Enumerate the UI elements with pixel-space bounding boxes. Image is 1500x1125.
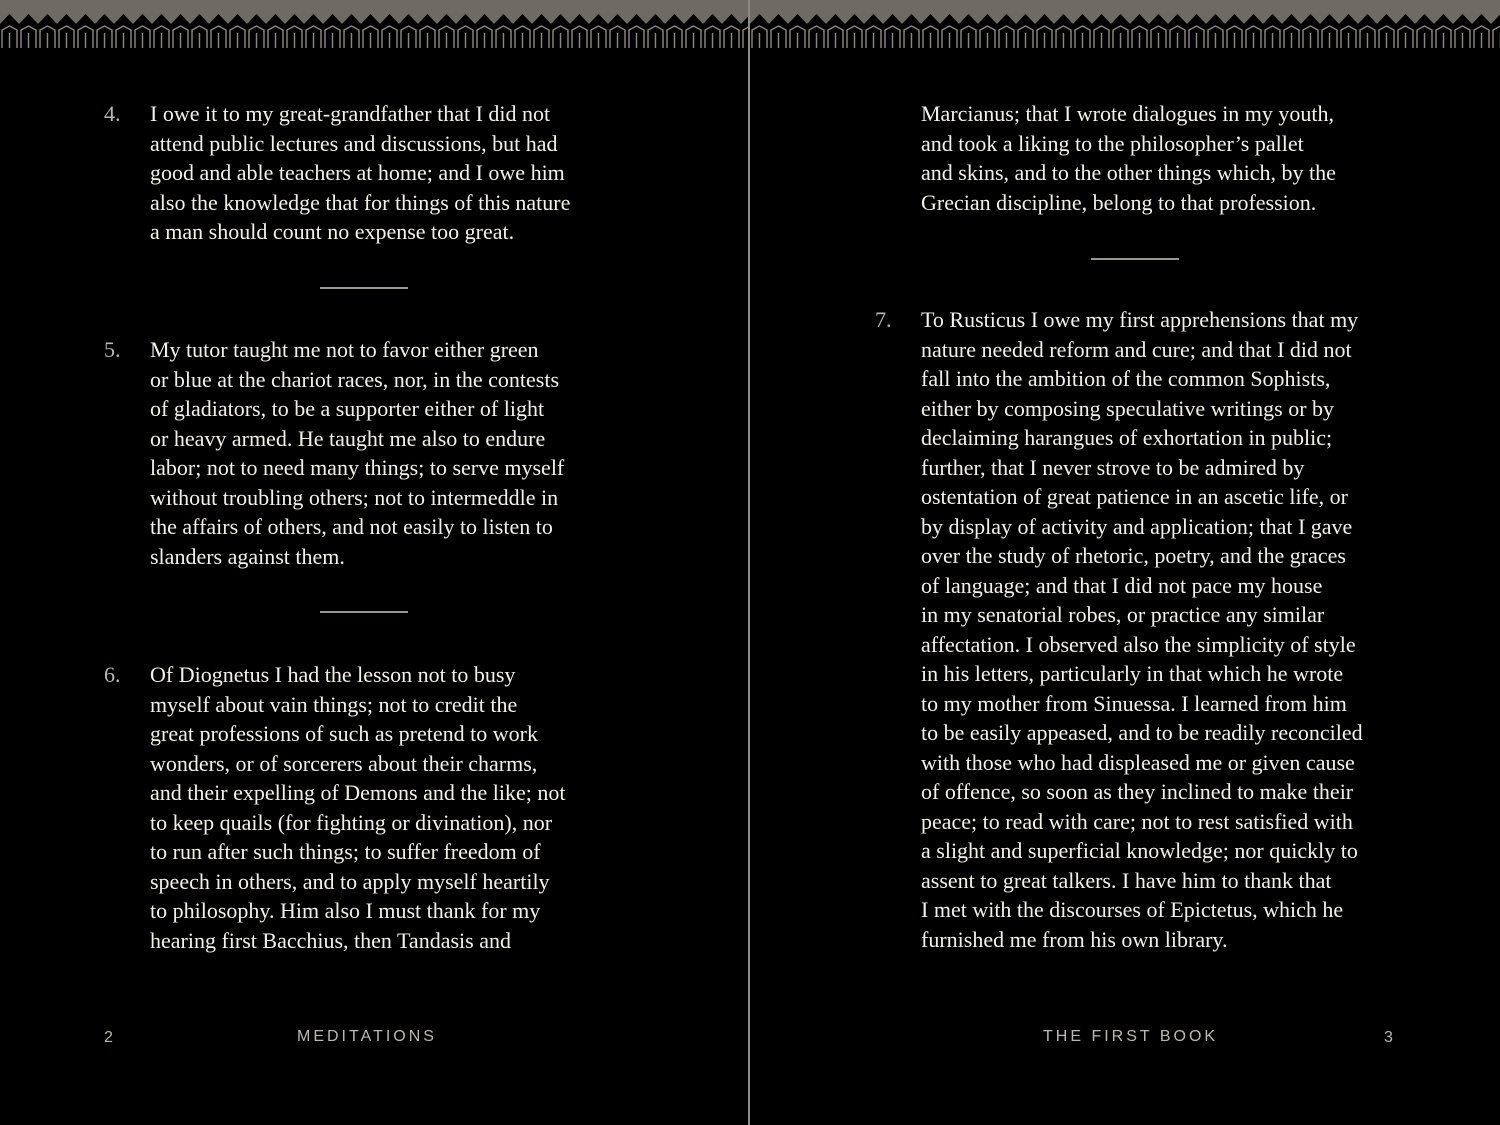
running-head: THE FIRST BOOK	[1043, 1028, 1219, 1045]
greek-key-border-icon	[750, 0, 1500, 52]
continuation-text: Marcianus; that I wrote dialogues in my youth, and took a liking to the philosopher’s pallet and skins, and to the other things which, by the Grecian discipline, belong to that profession.	[921, 101, 1336, 215]
entry-text: My tutor taught me not to favor either green or blue at the chariot races, nor, in the contests of gladiators, to be a supporter either of light or heavy armed. He taught me also to endure labor; not to need many things; to serve myself without troubling others; not to intermeddle in the affairs of others, and not easily to listen to slanders against them.	[150, 337, 565, 569]
right-page	[750, 0, 1500, 1125]
left-page	[0, 0, 748, 1125]
greek-key-border-icon	[0, 0, 748, 52]
entry-number: 4.	[104, 101, 121, 126]
section-divider-rule-icon	[1091, 258, 1179, 260]
page-number: 2	[104, 1029, 113, 1046]
page-number: 3	[1384, 1029, 1393, 1046]
decorative-border-left	[0, 0, 748, 52]
entry-text: Of Diognetus I had the lesson not to busy myself about vain things; not to credit the great professions of such as pretend to work wonders, or of sorcerers about their charms, and their expelling of Demons and the like; not to keep quails (for fighting or divination), nor to run after such things; to suffer freedom of speech in others, and to apply myself heartily to philosophy. Him also I must thank for my hearing first Bacchius, then Tandasis and	[150, 662, 566, 953]
entry-6	[104, 660, 565, 955]
entry-5	[104, 335, 564, 571]
entry-number: 7.	[875, 307, 892, 332]
entry-text: I owe it to my great-grandfather that I did not attend public lectures and discussions, but had good and able teachers at home; and I owe him also the knowledge that for things of this nature a man should count no expense too great.	[150, 101, 571, 244]
decorative-border-right	[750, 0, 1500, 52]
entry-number: 5.	[104, 337, 121, 362]
entry-text: To Rusticus I owe my first apprehensions that my nature needed reform and cure; and that I did not fall into the ambition of the common Sophists, either by composing speculative writings or by declaiming harangues of exhortation in public; further, that I never strove to be admired by ostentation of great patience in an ascetic life, or by display of activity and application; that I gave over the study of rhetoric, poetry, and the graces of language; and that I did not pace my house in my senatorial robes, or practice any similar affectation. I observed also the simplicity of style in his letters, particularly in that which he wrote to my mother from Sinuessa. I learned from him to be easily appeased, and to be readily reconciled with those who had displeased me or given cause of offence, so soon as they inclined to make their peace; to read with care; not to rest satisfied with a slight and superficial knowledge; nor quickly to assent to great talkers. I have him to thank that I met with the discourses of Epictetus, which he furnished me from his own library.	[921, 307, 1363, 952]
entry-number: 6.	[104, 662, 121, 687]
entry-4	[104, 99, 570, 247]
entry-7	[875, 305, 1363, 954]
running-head: MEDITATIONS	[297, 1028, 437, 1045]
section-divider-rule-icon	[320, 611, 408, 613]
section-divider-rule-icon	[320, 287, 408, 289]
